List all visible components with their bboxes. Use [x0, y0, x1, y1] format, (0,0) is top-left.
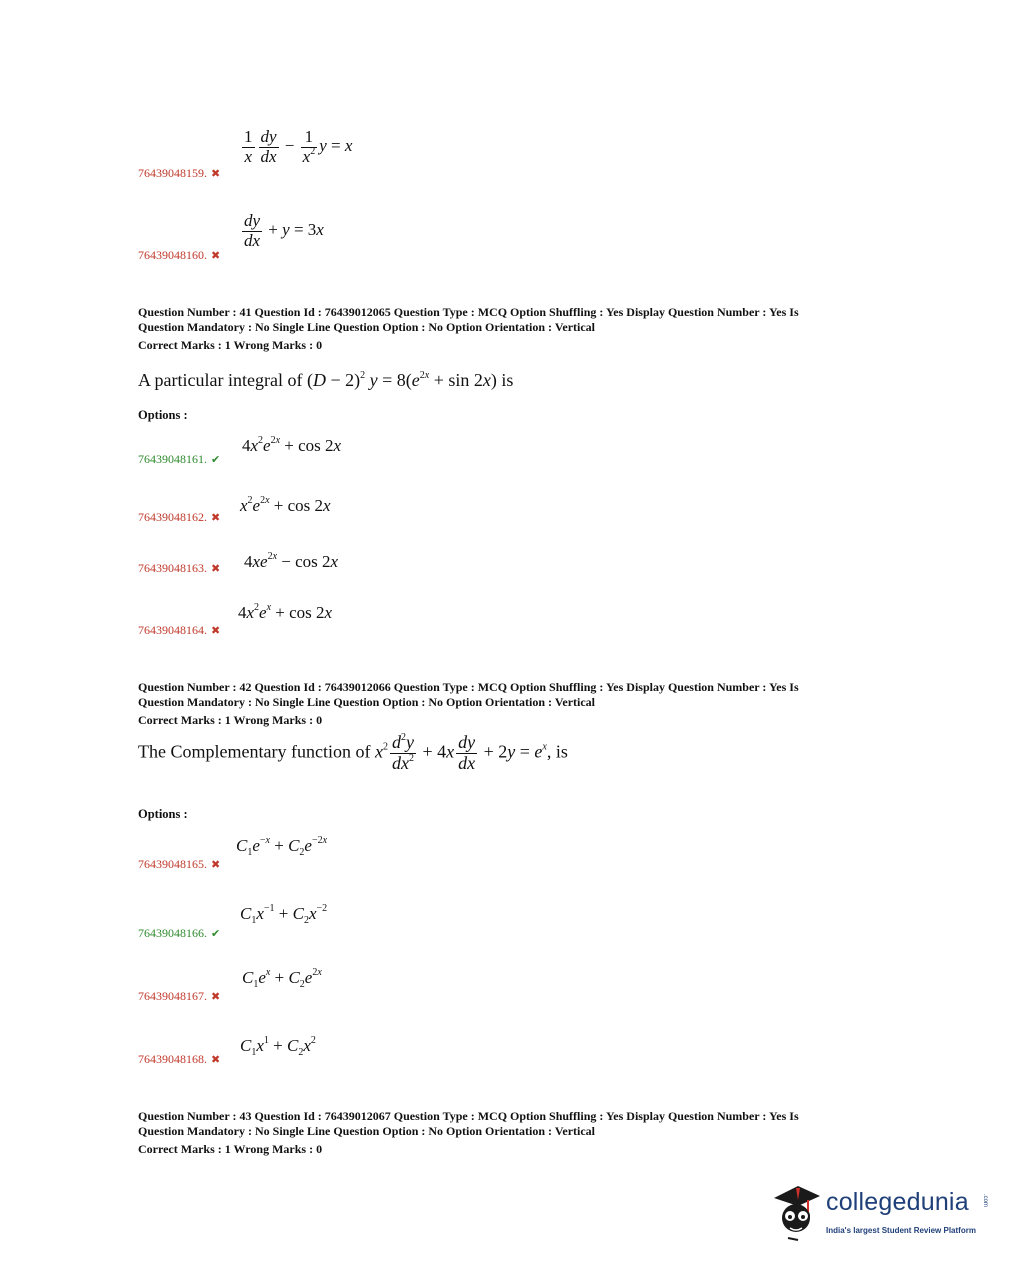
logo-wordmark: collegedunia	[826, 1188, 969, 1216]
option-id-159: 76439048159. ✖	[138, 166, 221, 180]
q41-option-id-2: 76439048162. ✖	[138, 510, 221, 524]
cross-icon: ✖	[211, 991, 221, 1003]
q41-option-id-3: 76439048163. ✖	[138, 561, 221, 575]
q41-option-formula-1: $4x^2e^{2x} + \cos 2x$	[242, 435, 342, 455]
option-formula-159: $\frac{1}{x}$ $\frac{dy}{dx}$ − $\frac{1}{x^2}$ y = x	[244, 127, 353, 166]
collegedunia-logo	[768, 1180, 992, 1244]
cross-icon: ✖	[211, 859, 221, 871]
logo-tagline: India's largest Student Review Platform	[826, 1226, 976, 1235]
logo-com: .com	[982, 1194, 988, 1208]
q42-option-id-3: 76439048167. ✖	[138, 989, 221, 1003]
q41-option-id-4: 76439048164. ✖	[138, 623, 221, 637]
cross-icon: ✖	[211, 625, 221, 637]
q42-question: The Complementary function of $x^2$ $\frac{d^2y}{dx^2}$ + 4x $\frac{dy}{dx}$ + $2y = e^x$, is	[138, 732, 568, 773]
q42-option-formula-3: $C_1e^x + C_2e^{2x}$	[242, 967, 322, 990]
check-icon: ✔	[211, 454, 221, 466]
cross-icon: ✖	[211, 250, 221, 262]
q42-option-id-4: 76439048168. ✖	[138, 1052, 221, 1066]
q41-meta: Question Number : 41 Question Id : 76439012065 Question Type : MCQ Option Shuffling : Yes Display Question Number : Yes Is Question Mandatory : No Single Line Question Option : No Option Orientation : Vertical Correct Marks : 1 Wrong Marks : 0	[138, 305, 799, 352]
q42-option-formula-4: $C_1x^1 + C_2x^2$	[240, 1035, 316, 1058]
cross-icon: ✖	[211, 168, 221, 180]
q41-question: A particular integral of $(D - 2)^2$ $y = 8(e^{2x} + \sin 2x)$ is	[138, 370, 514, 390]
q41-option-formula-2: $x^2e^{2x} + \cos 2x$	[240, 495, 331, 515]
cross-icon: ✖	[211, 563, 221, 575]
option-formula-160: $\frac{dy}{dx}$ + y = 3x	[244, 211, 324, 250]
mascot-icon	[768, 1180, 824, 1244]
q42-option-formula-1: $C_1e^{-x} + C_2e^{-2x}$	[236, 835, 328, 858]
q42-option-formula-2: $C_1x^{-1} + C_2x^{-2}$	[240, 903, 328, 926]
q41-option-formula-4: $4x^2e^x + \cos 2x$	[238, 602, 333, 622]
q42-option-id-1: 76439048165. ✖	[138, 857, 221, 871]
q42-options-label: Options :	[138, 807, 188, 821]
q42-meta: Question Number : 42 Question Id : 76439012066 Question Type : MCQ Option Shuffling : Yes Display Question Number : Yes Is Question Mandatory : No Single Line Question Option : No Option Orientation : Vertical Correct Marks : 1 Wrong Marks : 0	[138, 680, 799, 727]
cross-icon: ✖	[211, 1054, 221, 1066]
q43-meta: Question Number : 43 Question Id : 76439012067 Question Type : MCQ Option Shuffling : Yes Display Question Number : Yes Is Question Mandatory : No Single Line Question Option : No Option Orientation : Vertical Correct Marks : 1 Wrong Marks : 0	[138, 1109, 799, 1156]
cross-icon: ✖	[211, 512, 221, 524]
q41-option-formula-3: $4xe^{2x} - \cos 2x$	[244, 551, 339, 571]
q41-options-label: Options :	[138, 408, 188, 422]
option-id-160: 76439048160. ✖	[138, 248, 221, 262]
q42-option-id-2: 76439048166. ✔	[138, 926, 221, 940]
q41-option-id-1: 76439048161. ✔	[138, 452, 221, 466]
check-icon: ✔	[211, 928, 221, 940]
